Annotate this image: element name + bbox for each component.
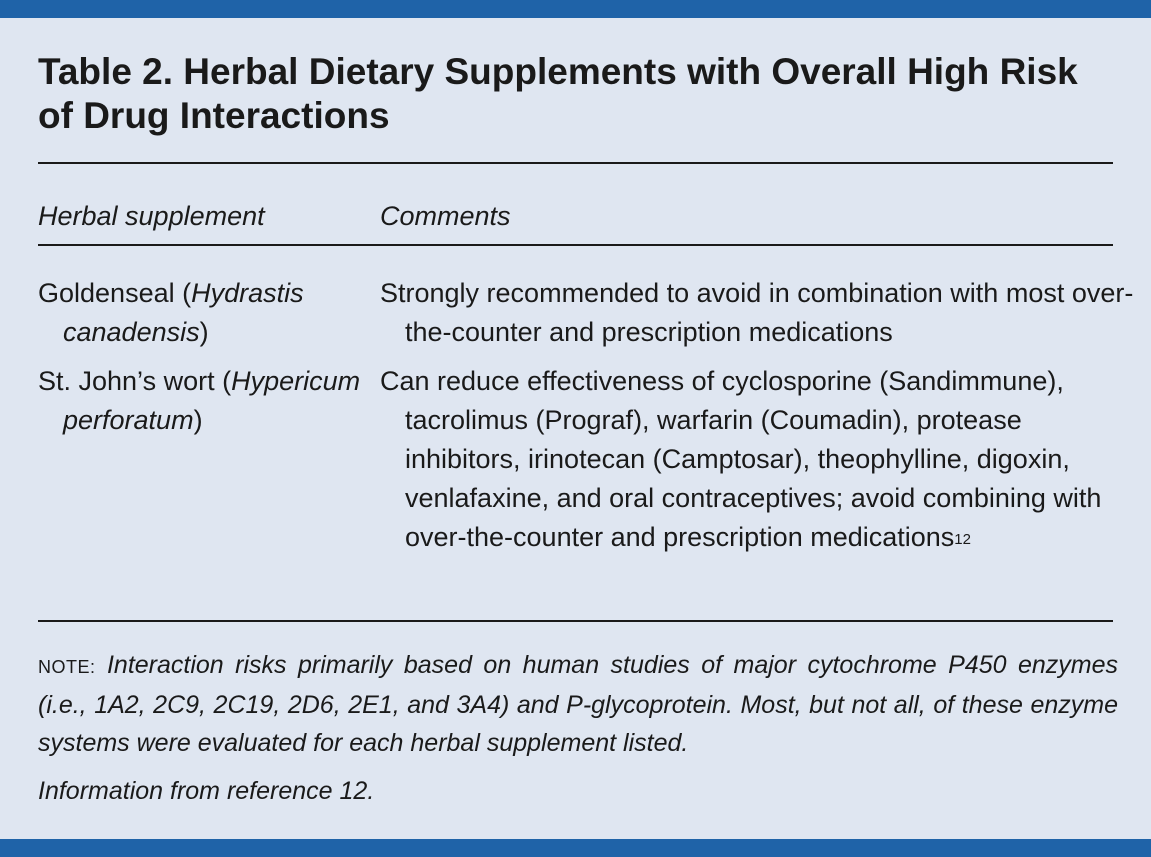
header-rule — [38, 244, 1113, 246]
comment-cell-st-johns-wort — [380, 362, 1140, 557]
top-color-band — [0, 0, 1151, 18]
source-citation: Information from reference 12. — [38, 777, 375, 805]
note-label: NOTE: — [38, 657, 96, 677]
herb-common-name: St. John’s wort — [38, 366, 215, 396]
column-header-comments: Comments — [380, 201, 511, 231]
column-header-herbal-supplement: Herbal supplement — [38, 201, 265, 231]
herb-cell-st-johns-wort: St. John’s wort (Hypericum perforatum) — [38, 366, 361, 435]
table-title: Table 2. Herbal Dietary Supplements with Overall High Risk of Drug Interactions — [38, 51, 1078, 136]
comment-text: Strongly recommended to avoid in combination with most over-the-counter and prescription medications — [380, 278, 1134, 347]
table-note — [38, 646, 1118, 762]
herb-cell-goldenseal: Goldenseal (Hydrastis canadensis) — [38, 278, 304, 347]
bottom-color-band — [0, 839, 1151, 857]
herb-latin-name: Hypericum perforatum — [63, 366, 361, 435]
bottom-rule — [38, 620, 1113, 622]
herb-latin-name: Hydrastis canadensis — [63, 278, 304, 347]
herb-common-name: Goldenseal — [38, 278, 175, 308]
note-text: Interaction risks primarily based on human studies of major cytochrome P450 enzymes (i.e., 1A2, 2C9, 2C19, 2D6, 2E1, and 3A4) and P-glycoprotein. Most, but not all, of these enzyme systems were evaluated for each herbal supplement listed. — [38, 651, 1118, 757]
comment-cell-goldenseal — [380, 274, 1140, 352]
reference-superscript: 12 — [954, 531, 971, 548]
top-rule — [38, 162, 1113, 164]
comment-text: Can reduce effectiveness of cyclosporine (Sandimmune), tacrolimus (Prograf), warfarin (Coumadin), protease inhibitors, irinotecan (Camptosar), theophylline, digoxin, venlafaxine, and oral contraceptives; avoid combining with over-the-counter and prescription medications — [380, 366, 1102, 552]
